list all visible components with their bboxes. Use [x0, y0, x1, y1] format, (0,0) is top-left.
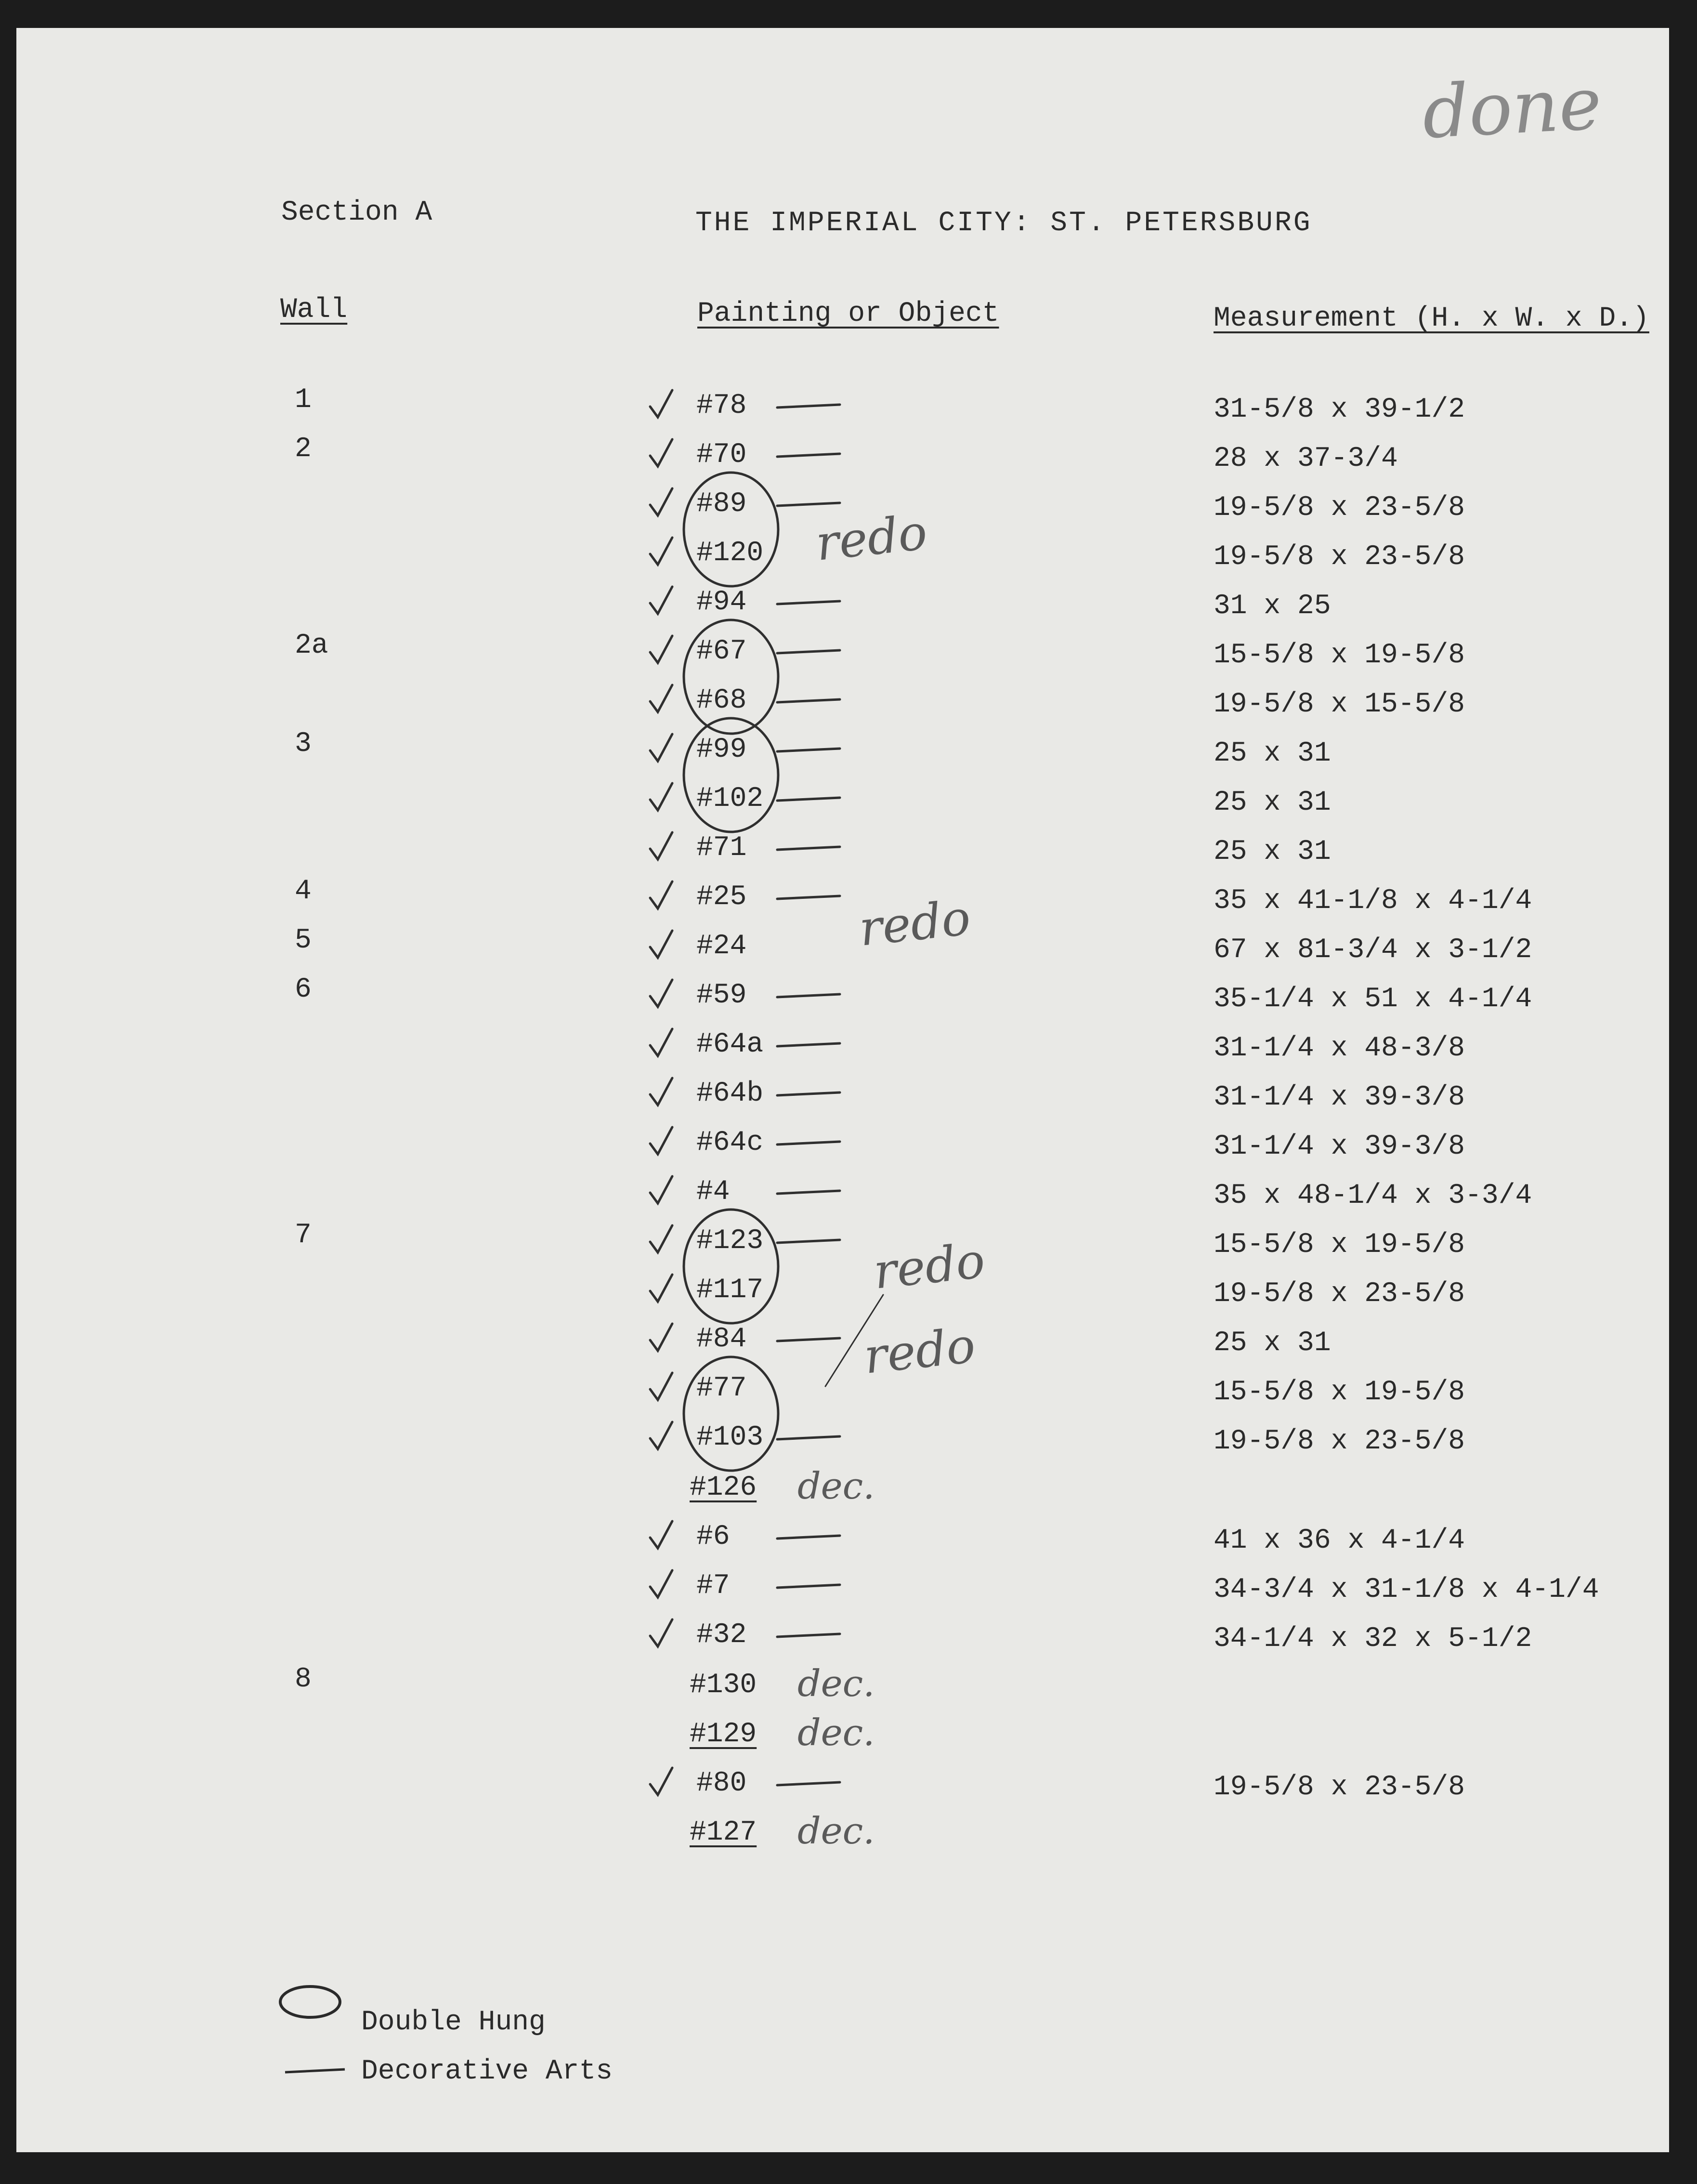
decorative-note: dec.: [797, 1711, 875, 1754]
wall-number: 2a: [295, 630, 328, 661]
object-number: #32: [696, 1619, 747, 1651]
object-number: #99: [696, 734, 747, 765]
decorative-dash: [777, 1436, 840, 1439]
object-number: #129: [690, 1719, 757, 1750]
object-number: #68: [696, 685, 747, 716]
check-mark: [650, 881, 672, 908]
measurement-value: 31 x 25: [1214, 591, 1331, 622]
decorative-dash: [777, 1585, 840, 1588]
decorative-dash: [777, 503, 840, 506]
decorative-note: dec.: [797, 1809, 875, 1852]
decorative-dash: [777, 847, 840, 850]
measurement-value: 31-1/4 x 39-3/8: [1214, 1131, 1465, 1162]
decorative-dash: [777, 1142, 840, 1145]
object-number: #70: [696, 439, 747, 471]
check-mark: [650, 1127, 672, 1154]
wall-column-header: Wall: [280, 294, 348, 326]
double-hung-circle: [684, 473, 778, 586]
redo-annotation-3: redo: [871, 1232, 988, 1300]
double-hung-circle: [684, 620, 778, 734]
measurement-value: 25 x 31: [1214, 1328, 1331, 1359]
check-mark: [650, 1029, 672, 1056]
done-annotation: done: [1420, 62, 1604, 155]
check-mark: [650, 1619, 672, 1646]
check-mark: [650, 1521, 672, 1548]
object-number: #127: [690, 1817, 757, 1848]
measurement-value: 19-5/8 x 23-5/8: [1214, 492, 1465, 524]
redo-annotation-2: redo: [856, 889, 973, 957]
wall-number: 5: [295, 925, 312, 956]
decorative-dash: [777, 1338, 840, 1341]
measurement-value: 35 x 48-1/4 x 3-3/4: [1214, 1180, 1532, 1211]
decorative-dash: [777, 1240, 840, 1243]
object-number: #25: [696, 881, 747, 913]
check-mark: [650, 980, 672, 1007]
measurement-value: 34-1/4 x 32 x 5-1/2: [1214, 1623, 1532, 1655]
check-mark: [650, 488, 672, 515]
measurement-value: 15-5/8 x 19-5/8: [1214, 640, 1465, 671]
decorative-dash: [777, 749, 840, 751]
measurement-value: 19-5/8 x 23-5/8: [1214, 1278, 1465, 1310]
check-mark: [650, 1225, 672, 1252]
check-mark: [650, 538, 672, 565]
object-number: #78: [696, 390, 747, 421]
decorative-dash: [777, 454, 840, 457]
measurement-value: 41 x 36 x 4-1/4: [1214, 1525, 1465, 1556]
decorative-dash: [777, 650, 840, 653]
double-hung-circle: [684, 1357, 778, 1471]
measurement-value: 19-5/8 x 23-5/8: [1214, 1772, 1465, 1803]
decorative-dash: [777, 1634, 840, 1637]
decorative-dash: [777, 699, 840, 702]
decorative-dash: [777, 1782, 840, 1785]
wall-number: 1: [295, 384, 312, 416]
check-mark: [650, 832, 672, 859]
pen-marks: [16, 28, 1669, 2152]
redo-annotation-4: redo: [861, 1317, 978, 1385]
section-label: Section A: [281, 197, 432, 228]
decorative-note: dec.: [797, 1464, 875, 1507]
page-title: THE IMPERIAL CITY: ST. PETERSBURG: [695, 208, 1312, 239]
measurement-value: 28 x 37-3/4: [1214, 443, 1398, 474]
object-number: #120: [696, 538, 764, 569]
object-number: #59: [696, 980, 747, 1011]
measurement-value: 67 x 81-3/4 x 3-1/2: [1214, 934, 1532, 966]
decorative-dash: [777, 1092, 840, 1095]
check-mark: [650, 1422, 672, 1449]
measurement-value: 19-5/8 x 23-5/8: [1214, 1426, 1465, 1457]
decorative-dash: [777, 405, 840, 408]
decorative-dash: [777, 994, 840, 997]
wall-number: 6: [295, 974, 312, 1005]
object-number: #102: [696, 783, 764, 815]
check-mark: [650, 1373, 672, 1400]
decorative-dash: [777, 896, 840, 899]
object-number: #117: [696, 1275, 764, 1306]
measurement-value: 19-5/8 x 15-5/8: [1214, 689, 1465, 720]
object-number: #94: [696, 587, 747, 618]
legend-double-hung: Double Hung: [361, 2007, 546, 2038]
object-number: #7: [696, 1570, 730, 1602]
redo-annotation-1: redo: [813, 504, 930, 572]
check-mark: [650, 1078, 672, 1105]
measurement-value: 31-1/4 x 48-3/8: [1214, 1033, 1465, 1064]
object-number: #103: [696, 1422, 764, 1453]
check-mark: [650, 931, 672, 958]
object-column-header: Painting or Object: [697, 298, 999, 329]
measurement-value: 35-1/4 x 51 x 4-1/4: [1214, 984, 1532, 1015]
decorative-dash: [777, 1191, 840, 1194]
measurement-value: 34-3/4 x 31-1/8 x 4-1/4: [1214, 1574, 1599, 1605]
wall-number: 8: [295, 1664, 312, 1695]
check-mark: [650, 587, 672, 614]
legend-decorative-arts: Decorative Arts: [361, 2056, 613, 2087]
legend-circle-icon: [275, 1982, 348, 2025]
check-mark: [650, 390, 672, 417]
measurement-value: 25 x 31: [1214, 836, 1331, 868]
measurement-column-header: Measurement (H. x W. x D.): [1214, 303, 1649, 334]
check-mark: [650, 1275, 672, 1302]
document-page: [16, 28, 1669, 2152]
check-mark: [650, 439, 672, 466]
double-hung-circle: [684, 1210, 778, 1323]
decorative-note: dec.: [797, 1662, 875, 1705]
object-number: #80: [696, 1768, 747, 1799]
measurement-value: 25 x 31: [1214, 738, 1331, 769]
measurement-value: 35 x 41-1/8 x 4-1/4: [1214, 885, 1532, 917]
check-mark: [650, 734, 672, 761]
object-number: #130: [690, 1670, 757, 1701]
check-mark: [650, 1324, 672, 1351]
check-mark: [650, 783, 672, 810]
object-number: #64b: [696, 1078, 764, 1109]
measurement-value: 15-5/8 x 19-5/8: [1214, 1377, 1465, 1408]
object-number: #64a: [696, 1029, 764, 1060]
object-number: #77: [696, 1373, 747, 1404]
measurement-value: 31-1/4 x 39-3/8: [1214, 1082, 1465, 1113]
object-number: #4: [696, 1176, 730, 1208]
decorative-dash: [777, 798, 840, 801]
object-number: #67: [696, 636, 747, 667]
check-mark: [650, 636, 672, 663]
object-number: #84: [696, 1324, 747, 1355]
object-number: #6: [696, 1521, 730, 1552]
check-mark: [650, 1768, 672, 1795]
object-number: #64c: [696, 1127, 764, 1158]
legend-dash-icon: [281, 2061, 353, 2080]
measurement-value: 19-5/8 x 23-5/8: [1214, 541, 1465, 573]
object-number: #123: [696, 1225, 764, 1257]
pencil-stroke: [825, 1295, 883, 1386]
decorative-dash: [777, 1043, 840, 1046]
wall-number: 4: [295, 876, 312, 907]
wall-number: 3: [295, 728, 312, 760]
wall-number: 7: [295, 1220, 312, 1251]
object-number: #71: [696, 832, 747, 864]
decorative-dash: [777, 1536, 840, 1539]
object-number: #24: [696, 931, 747, 962]
check-mark: [650, 1176, 672, 1203]
object-number: #126: [690, 1472, 757, 1503]
wall-number: 2: [295, 434, 312, 465]
measurement-value: 25 x 31: [1214, 787, 1331, 818]
double-hung-circle: [684, 718, 778, 832]
decorative-dash: [777, 601, 840, 604]
object-number: #89: [696, 488, 747, 520]
measurement-value: 15-5/8 x 19-5/8: [1214, 1229, 1465, 1261]
check-mark: [650, 1570, 672, 1597]
check-mark: [650, 685, 672, 712]
measurement-value: 31-5/8 x 39-1/2: [1214, 394, 1465, 425]
